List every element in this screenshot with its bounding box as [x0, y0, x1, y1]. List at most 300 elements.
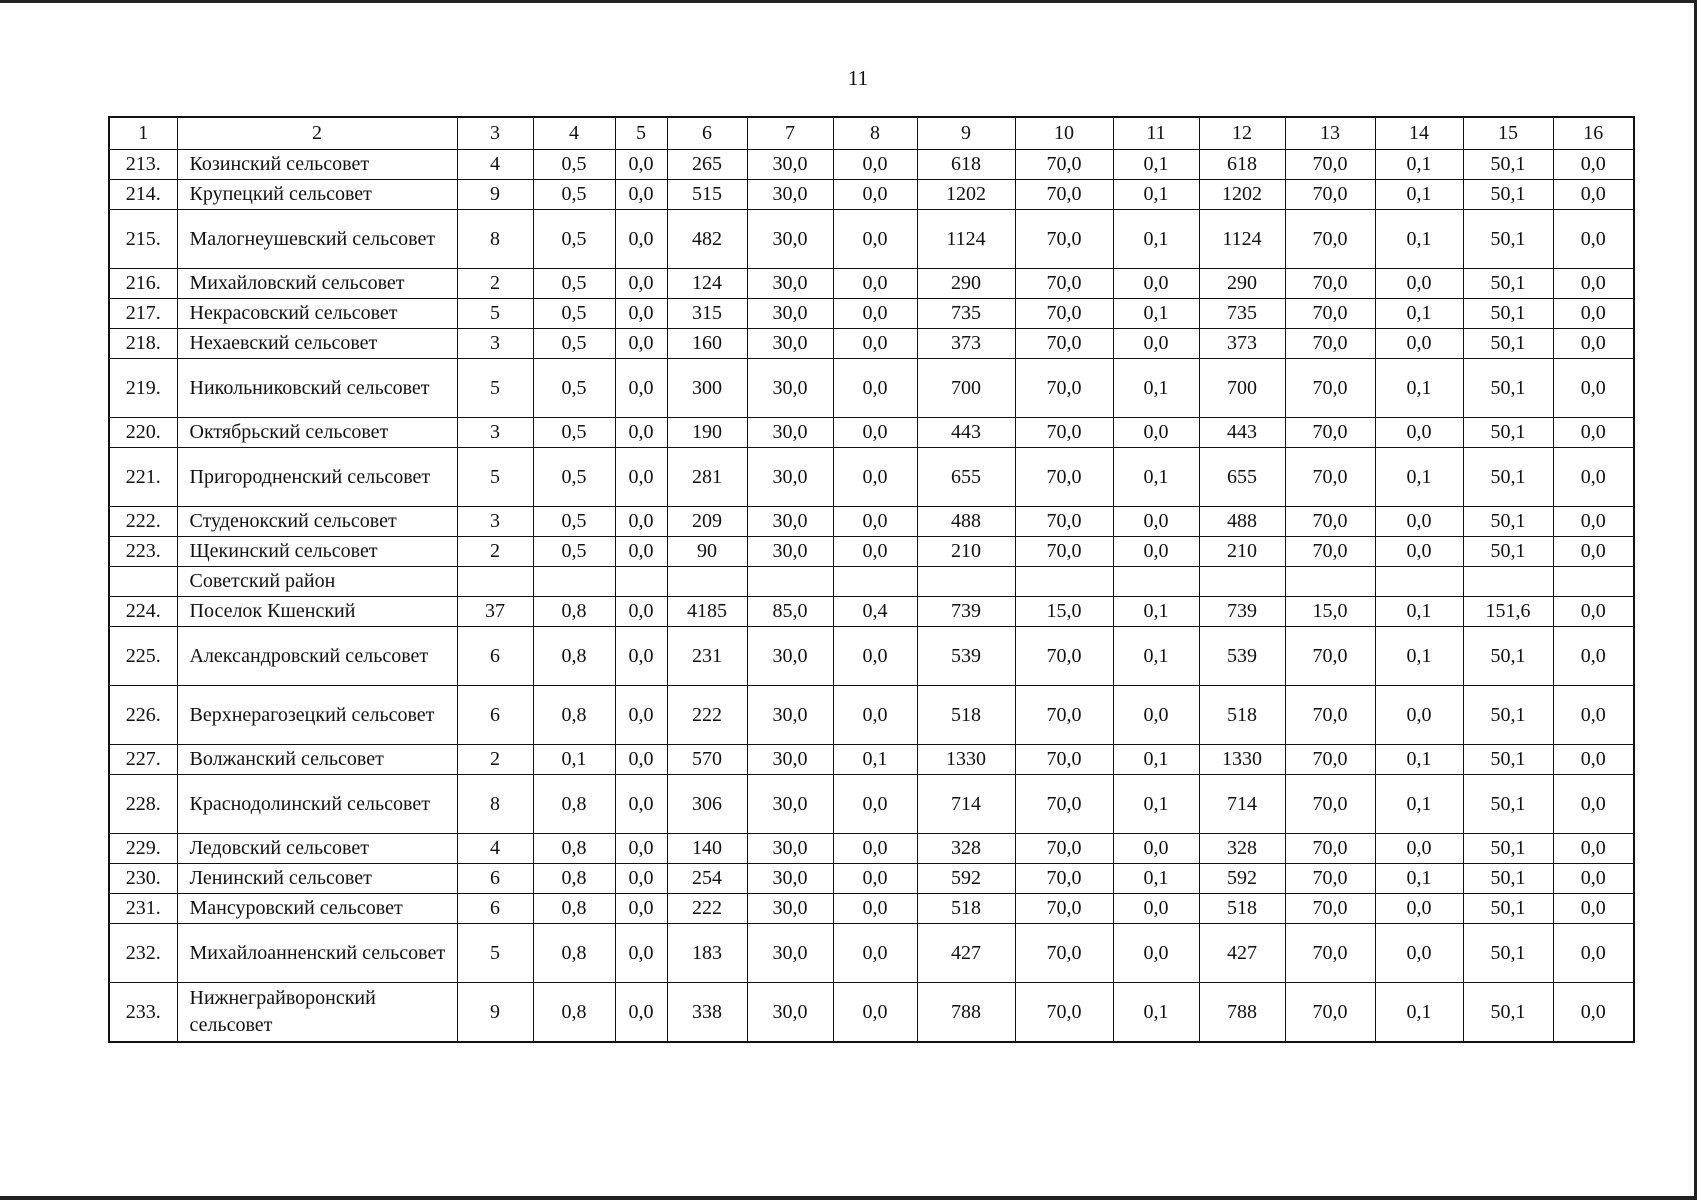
- value-cell-col-6: 306: [667, 775, 747, 834]
- value-cell-col-4: 0,8: [533, 627, 615, 686]
- value-cell-col-4: 0,8: [533, 597, 615, 627]
- value-cell-col-10: 70,0: [1015, 775, 1113, 834]
- row-number-cell: 229.: [109, 834, 177, 864]
- value-cell-col-8: 0,0: [833, 834, 917, 864]
- column-header-4: 4: [533, 117, 615, 150]
- value-cell-col-15: [1463, 567, 1553, 597]
- value-cell-col-14: 0,1: [1375, 210, 1463, 269]
- settlement-name-cell: Мансуровский сельсовет: [177, 894, 457, 924]
- value-cell-col-14: 0,1: [1375, 983, 1463, 1043]
- value-cell-col-13: 70,0: [1285, 329, 1375, 359]
- value-cell-col-9: 618: [917, 150, 1015, 180]
- value-cell-col-16: 0,0: [1553, 448, 1634, 507]
- value-cell-col-5: 0,0: [615, 894, 667, 924]
- value-cell-col-9: [917, 567, 1015, 597]
- value-cell-col-13: 70,0: [1285, 983, 1375, 1043]
- value-cell-col-9: 700: [917, 359, 1015, 418]
- value-cell-col-13: 70,0: [1285, 299, 1375, 329]
- value-cell-col-11: 0,1: [1113, 150, 1199, 180]
- value-cell-col-15: 50,1: [1463, 745, 1553, 775]
- value-cell-col-13: 70,0: [1285, 180, 1375, 210]
- value-cell-col-16: 0,0: [1553, 597, 1634, 627]
- value-cell-col-16: 0,0: [1553, 359, 1634, 418]
- value-cell-col-8: 0,0: [833, 299, 917, 329]
- row-number-cell: 227.: [109, 745, 177, 775]
- column-header-16: 16: [1553, 117, 1634, 150]
- district-row: [109, 567, 1634, 597]
- table-row: [109, 597, 1634, 627]
- value-cell-col-13: 15,0: [1285, 597, 1375, 627]
- value-cell-col-10: 70,0: [1015, 507, 1113, 537]
- value-cell-col-6: 190: [667, 418, 747, 448]
- value-cell-col-9: 739: [917, 597, 1015, 627]
- value-cell-col-12: 373: [1199, 329, 1285, 359]
- value-cell-col-3: 9: [457, 180, 533, 210]
- value-cell-col-15: 50,1: [1463, 924, 1553, 983]
- settlement-name-cell: Никольниковский сельсовет: [177, 359, 457, 418]
- value-cell-col-5: 0,0: [615, 627, 667, 686]
- value-cell-col-14: 0,0: [1375, 418, 1463, 448]
- settlement-name-cell: Нехаевский сельсовет: [177, 329, 457, 359]
- value-cell-col-13: 70,0: [1285, 864, 1375, 894]
- value-cell-col-13: 70,0: [1285, 150, 1375, 180]
- value-cell-col-4: 0,8: [533, 864, 615, 894]
- value-cell-col-3: 6: [457, 627, 533, 686]
- value-cell-col-8: 0,0: [833, 775, 917, 834]
- value-cell-col-8: 0,0: [833, 329, 917, 359]
- settlement-name-cell: Студенокский сельсовет: [177, 507, 457, 537]
- value-cell-col-16: 0,0: [1553, 924, 1634, 983]
- value-cell-col-14: 0,1: [1375, 448, 1463, 507]
- value-cell-col-4: 0,8: [533, 834, 615, 864]
- value-cell-col-16: 0,0: [1553, 537, 1634, 567]
- value-cell-col-10: 70,0: [1015, 894, 1113, 924]
- row-number-cell: 217.: [109, 299, 177, 329]
- row-number-cell: 223.: [109, 537, 177, 567]
- table-row: [109, 210, 1634, 269]
- table-row: [109, 775, 1634, 834]
- value-cell-col-11: 0,1: [1113, 864, 1199, 894]
- value-cell-col-5: 0,0: [615, 448, 667, 507]
- value-cell-col-3: 4: [457, 834, 533, 864]
- value-cell-col-4: 0,8: [533, 686, 615, 745]
- value-cell-col-6: 515: [667, 180, 747, 210]
- row-number-cell: 228.: [109, 775, 177, 834]
- value-cell-col-3: 6: [457, 864, 533, 894]
- row-number-cell: 213.: [109, 150, 177, 180]
- table-row: [109, 329, 1634, 359]
- settlement-name-cell: Октябрьский сельсовет: [177, 418, 457, 448]
- row-number-cell: 218.: [109, 329, 177, 359]
- value-cell-col-5: [615, 567, 667, 597]
- value-cell-col-12: 518: [1199, 894, 1285, 924]
- value-cell-col-13: 70,0: [1285, 507, 1375, 537]
- value-cell-col-10: 15,0: [1015, 597, 1113, 627]
- value-cell-col-13: 70,0: [1285, 269, 1375, 299]
- value-cell-col-8: 0,0: [833, 627, 917, 686]
- value-cell-col-3: 2: [457, 537, 533, 567]
- value-cell-col-12: 655: [1199, 448, 1285, 507]
- table-row: [109, 983, 1634, 1043]
- value-cell-col-9: 427: [917, 924, 1015, 983]
- value-cell-col-6: 482: [667, 210, 747, 269]
- settlement-name-cell: Крупецкий сельсовет: [177, 180, 457, 210]
- value-cell-col-3: 6: [457, 686, 533, 745]
- value-cell-col-6: 183: [667, 924, 747, 983]
- value-cell-col-12: 714: [1199, 775, 1285, 834]
- value-cell-col-12: 592: [1199, 864, 1285, 894]
- column-header-11: 11: [1113, 117, 1199, 150]
- value-cell-col-3: [457, 567, 533, 597]
- value-cell-col-8: 0,0: [833, 359, 917, 418]
- value-cell-col-14: 0,0: [1375, 269, 1463, 299]
- value-cell-col-16: 0,0: [1553, 864, 1634, 894]
- value-cell-col-15: 50,1: [1463, 150, 1553, 180]
- value-cell-col-15: 50,1: [1463, 864, 1553, 894]
- value-cell-col-12: 739: [1199, 597, 1285, 627]
- value-cell-col-6: 160: [667, 329, 747, 359]
- value-cell-col-11: 0,0: [1113, 269, 1199, 299]
- value-cell-col-10: 70,0: [1015, 834, 1113, 864]
- value-cell-col-16: [1553, 567, 1634, 597]
- row-number-cell: 220.: [109, 418, 177, 448]
- table-row: [109, 864, 1634, 894]
- value-cell-col-3: 5: [457, 299, 533, 329]
- value-cell-col-10: 70,0: [1015, 627, 1113, 686]
- value-cell-col-5: 0,0: [615, 359, 667, 418]
- value-cell-col-6: 338: [667, 983, 747, 1043]
- value-cell-col-12: 518: [1199, 686, 1285, 745]
- value-cell-col-7: 30,0: [747, 507, 833, 537]
- settlement-name-cell: Поселок Кшенский: [177, 597, 457, 627]
- column-header-2: 2: [177, 117, 457, 150]
- value-cell-col-7: 30,0: [747, 924, 833, 983]
- row-number-cell: 214.: [109, 180, 177, 210]
- value-cell-col-5: 0,0: [615, 745, 667, 775]
- value-cell-col-9: 735: [917, 299, 1015, 329]
- value-cell-col-9: 714: [917, 775, 1015, 834]
- value-cell-col-6: 231: [667, 627, 747, 686]
- table-row: [109, 686, 1634, 745]
- value-cell-col-10: 70,0: [1015, 448, 1113, 507]
- value-cell-col-16: 0,0: [1553, 894, 1634, 924]
- value-cell-col-16: 0,0: [1553, 329, 1634, 359]
- value-cell-col-10: 70,0: [1015, 537, 1113, 567]
- value-cell-col-11: 0,0: [1113, 507, 1199, 537]
- table-body: [109, 117, 1634, 1042]
- table-header-row: [109, 117, 1634, 150]
- value-cell-col-6: 265: [667, 150, 747, 180]
- value-cell-col-4: 0,5: [533, 329, 615, 359]
- value-cell-col-9: 1202: [917, 180, 1015, 210]
- value-cell-col-6: 209: [667, 507, 747, 537]
- table-row: [109, 359, 1634, 418]
- value-cell-col-12: [1199, 567, 1285, 597]
- value-cell-col-3: 37: [457, 597, 533, 627]
- value-cell-col-14: 0,0: [1375, 894, 1463, 924]
- value-cell-col-8: 0,0: [833, 448, 917, 507]
- value-cell-col-10: [1015, 567, 1113, 597]
- settlement-name-cell: Ледовский сельсовет: [177, 834, 457, 864]
- value-cell-col-7: 30,0: [747, 686, 833, 745]
- value-cell-col-5: 0,0: [615, 507, 667, 537]
- value-cell-col-8: 0,0: [833, 210, 917, 269]
- value-cell-col-12: 443: [1199, 418, 1285, 448]
- settlement-name-cell: Михайлоанненский сельсовет: [177, 924, 457, 983]
- settlement-name-cell: Советский район: [177, 567, 457, 597]
- value-cell-col-7: 30,0: [747, 775, 833, 834]
- value-cell-col-11: 0,1: [1113, 448, 1199, 507]
- value-cell-col-13: 70,0: [1285, 745, 1375, 775]
- row-number-cell: 230.: [109, 864, 177, 894]
- value-cell-col-5: 0,0: [615, 834, 667, 864]
- settlement-name-cell: Козинский сельсовет: [177, 150, 457, 180]
- value-cell-col-16: 0,0: [1553, 507, 1634, 537]
- value-cell-col-15: 50,1: [1463, 627, 1553, 686]
- value-cell-col-12: 539: [1199, 627, 1285, 686]
- value-cell-col-5: 0,0: [615, 537, 667, 567]
- value-cell-col-13: 70,0: [1285, 418, 1375, 448]
- value-cell-col-13: 70,0: [1285, 924, 1375, 983]
- value-cell-col-5: 0,0: [615, 418, 667, 448]
- value-cell-col-11: 0,1: [1113, 775, 1199, 834]
- value-cell-col-15: 50,1: [1463, 537, 1553, 567]
- settlement-name-cell: Щекинский сельсовет: [177, 537, 457, 567]
- value-cell-col-11: 0,1: [1113, 359, 1199, 418]
- value-cell-col-4: 0,5: [533, 448, 615, 507]
- value-cell-col-13: [1285, 567, 1375, 597]
- value-cell-col-9: 373: [917, 329, 1015, 359]
- column-header-6: 6: [667, 117, 747, 150]
- value-cell-col-5: 0,0: [615, 210, 667, 269]
- value-cell-col-6: 222: [667, 894, 747, 924]
- value-cell-col-7: 30,0: [747, 983, 833, 1043]
- value-cell-col-16: 0,0: [1553, 834, 1634, 864]
- value-cell-col-8: 0,0: [833, 150, 917, 180]
- value-cell-col-11: 0,1: [1113, 627, 1199, 686]
- table-row: [109, 537, 1634, 567]
- value-cell-col-4: 0,1: [533, 745, 615, 775]
- value-cell-col-10: 70,0: [1015, 269, 1113, 299]
- value-cell-col-3: 2: [457, 269, 533, 299]
- value-cell-col-12: 735: [1199, 299, 1285, 329]
- row-number-cell: 222.: [109, 507, 177, 537]
- value-cell-col-16: 0,0: [1553, 686, 1634, 745]
- column-header-10: 10: [1015, 117, 1113, 150]
- value-cell-col-11: 0,0: [1113, 686, 1199, 745]
- value-cell-col-12: 488: [1199, 507, 1285, 537]
- value-cell-col-10: 70,0: [1015, 418, 1113, 448]
- value-cell-col-8: 0,0: [833, 180, 917, 210]
- value-cell-col-11: 0,0: [1113, 924, 1199, 983]
- value-cell-col-11: 0,1: [1113, 180, 1199, 210]
- value-cell-col-11: 0,0: [1113, 834, 1199, 864]
- value-cell-col-6: 570: [667, 745, 747, 775]
- table-row: [109, 924, 1634, 983]
- value-cell-col-9: 290: [917, 269, 1015, 299]
- page-number: 11: [847, 66, 869, 90]
- value-cell-col-8: 0,0: [833, 924, 917, 983]
- settlement-name-cell: Краснодолинский сельсовет: [177, 775, 457, 834]
- value-cell-col-16: 0,0: [1553, 627, 1634, 686]
- value-cell-col-15: 50,1: [1463, 269, 1553, 299]
- settlement-name-cell: Ленинский сельсовет: [177, 864, 457, 894]
- value-cell-col-14: 0,1: [1375, 150, 1463, 180]
- value-cell-col-9: 488: [917, 507, 1015, 537]
- value-cell-col-7: 30,0: [747, 537, 833, 567]
- value-cell-col-12: 328: [1199, 834, 1285, 864]
- table-row: [109, 180, 1634, 210]
- value-cell-col-4: 0,5: [533, 269, 615, 299]
- value-cell-col-16: 0,0: [1553, 299, 1634, 329]
- value-cell-col-9: 788: [917, 983, 1015, 1043]
- value-cell-col-3: 9: [457, 983, 533, 1043]
- value-cell-col-14: 0,0: [1375, 834, 1463, 864]
- value-cell-col-4: 0,8: [533, 924, 615, 983]
- value-cell-col-4: 0,5: [533, 418, 615, 448]
- value-cell-col-8: [833, 567, 917, 597]
- settlement-name-cell: Александровский сельсовет: [177, 627, 457, 686]
- value-cell-col-14: 0,1: [1375, 627, 1463, 686]
- column-header-7: 7: [747, 117, 833, 150]
- value-cell-col-8: 0,0: [833, 864, 917, 894]
- value-cell-col-3: 3: [457, 329, 533, 359]
- value-cell-col-8: 0,0: [833, 507, 917, 537]
- value-cell-col-7: 30,0: [747, 418, 833, 448]
- value-cell-col-6: 4185: [667, 597, 747, 627]
- value-cell-col-15: 50,1: [1463, 359, 1553, 418]
- table-row: [109, 745, 1634, 775]
- row-number-cell: 233.: [109, 983, 177, 1043]
- value-cell-col-8: 0,0: [833, 983, 917, 1043]
- value-cell-col-15: 50,1: [1463, 448, 1553, 507]
- value-cell-col-16: 0,0: [1553, 418, 1634, 448]
- value-cell-col-10: 70,0: [1015, 359, 1113, 418]
- value-cell-col-4: 0,8: [533, 894, 615, 924]
- value-cell-col-14: 0,1: [1375, 775, 1463, 834]
- row-number-cell: [109, 567, 177, 597]
- value-cell-col-12: 618: [1199, 150, 1285, 180]
- value-cell-col-4: 0,5: [533, 150, 615, 180]
- settlement-name-cell: Нижнеграйворонский сельсовет: [177, 983, 457, 1043]
- table-row: [109, 418, 1634, 448]
- value-cell-col-5: 0,0: [615, 597, 667, 627]
- value-cell-col-4: 0,5: [533, 537, 615, 567]
- value-cell-col-6: [667, 567, 747, 597]
- settlement-name-cell: Некрасовский сельсовет: [177, 299, 457, 329]
- value-cell-col-6: 90: [667, 537, 747, 567]
- value-cell-col-12: 1202: [1199, 180, 1285, 210]
- settlement-name-cell: Малогнеушевский сельсовет: [177, 210, 457, 269]
- value-cell-col-5: 0,0: [615, 864, 667, 894]
- value-cell-col-15: 50,1: [1463, 686, 1553, 745]
- value-cell-col-7: 30,0: [747, 359, 833, 418]
- column-header-13: 13: [1285, 117, 1375, 150]
- value-cell-col-12: 210: [1199, 537, 1285, 567]
- value-cell-col-8: 0,0: [833, 418, 917, 448]
- value-cell-col-7: 30,0: [747, 834, 833, 864]
- value-cell-col-9: 1124: [917, 210, 1015, 269]
- value-cell-col-9: 328: [917, 834, 1015, 864]
- value-cell-col-7: 30,0: [747, 894, 833, 924]
- value-cell-col-8: 0,0: [833, 894, 917, 924]
- value-cell-col-14: 0,1: [1375, 597, 1463, 627]
- value-cell-col-14: 0,0: [1375, 329, 1463, 359]
- table-row: [109, 299, 1634, 329]
- value-cell-col-13: 70,0: [1285, 627, 1375, 686]
- value-cell-col-9: 210: [917, 537, 1015, 567]
- row-number-cell: 225.: [109, 627, 177, 686]
- data-table: [108, 116, 1635, 1043]
- value-cell-col-14: 0,1: [1375, 359, 1463, 418]
- value-cell-col-16: 0,0: [1553, 180, 1634, 210]
- value-cell-col-3: 8: [457, 775, 533, 834]
- row-number-cell: 216.: [109, 269, 177, 299]
- value-cell-col-16: 0,0: [1553, 745, 1634, 775]
- value-cell-col-15: 50,1: [1463, 775, 1553, 834]
- value-cell-col-5: 0,0: [615, 329, 667, 359]
- value-cell-col-11: 0,1: [1113, 299, 1199, 329]
- value-cell-col-8: 0,4: [833, 597, 917, 627]
- table-row: [109, 507, 1634, 537]
- value-cell-col-16: 0,0: [1553, 775, 1634, 834]
- value-cell-col-8: 0,0: [833, 686, 917, 745]
- value-cell-col-10: 70,0: [1015, 299, 1113, 329]
- value-cell-col-10: 70,0: [1015, 180, 1113, 210]
- value-cell-col-9: 518: [917, 686, 1015, 745]
- value-cell-col-15: 50,1: [1463, 894, 1553, 924]
- value-cell-col-12: 700: [1199, 359, 1285, 418]
- value-cell-col-4: 0,5: [533, 299, 615, 329]
- value-cell-col-13: 70,0: [1285, 448, 1375, 507]
- value-cell-col-11: 0,0: [1113, 894, 1199, 924]
- value-cell-col-10: 70,0: [1015, 864, 1113, 894]
- value-cell-col-7: 30,0: [747, 180, 833, 210]
- value-cell-col-3: 5: [457, 359, 533, 418]
- column-header-15: 15: [1463, 117, 1553, 150]
- value-cell-col-5: 0,0: [615, 269, 667, 299]
- value-cell-col-14: 0,1: [1375, 299, 1463, 329]
- value-cell-col-13: 70,0: [1285, 834, 1375, 864]
- column-header-5: 5: [615, 117, 667, 150]
- value-cell-col-14: [1375, 567, 1463, 597]
- value-cell-col-6: 315: [667, 299, 747, 329]
- value-cell-col-11: 0,1: [1113, 745, 1199, 775]
- value-cell-col-9: 443: [917, 418, 1015, 448]
- value-cell-col-15: 50,1: [1463, 329, 1553, 359]
- value-cell-col-15: 50,1: [1463, 180, 1553, 210]
- value-cell-col-15: 50,1: [1463, 299, 1553, 329]
- value-cell-col-6: 140: [667, 834, 747, 864]
- value-cell-col-3: 3: [457, 507, 533, 537]
- value-cell-col-6: 124: [667, 269, 747, 299]
- value-cell-col-3: 5: [457, 448, 533, 507]
- table-row: [109, 150, 1634, 180]
- value-cell-col-11: 0,1: [1113, 210, 1199, 269]
- value-cell-col-14: 0,0: [1375, 924, 1463, 983]
- scan-edge-top: [0, 0, 1697, 3]
- value-cell-col-15: 50,1: [1463, 418, 1553, 448]
- value-cell-col-4: 0,8: [533, 775, 615, 834]
- value-cell-col-15: 50,1: [1463, 507, 1553, 537]
- value-cell-col-10: 70,0: [1015, 983, 1113, 1043]
- row-number-cell: 231.: [109, 894, 177, 924]
- row-number-cell: 219.: [109, 359, 177, 418]
- value-cell-col-5: 0,0: [615, 150, 667, 180]
- value-cell-col-9: 1330: [917, 745, 1015, 775]
- table-row: [109, 269, 1634, 299]
- column-header-3: 3: [457, 117, 533, 150]
